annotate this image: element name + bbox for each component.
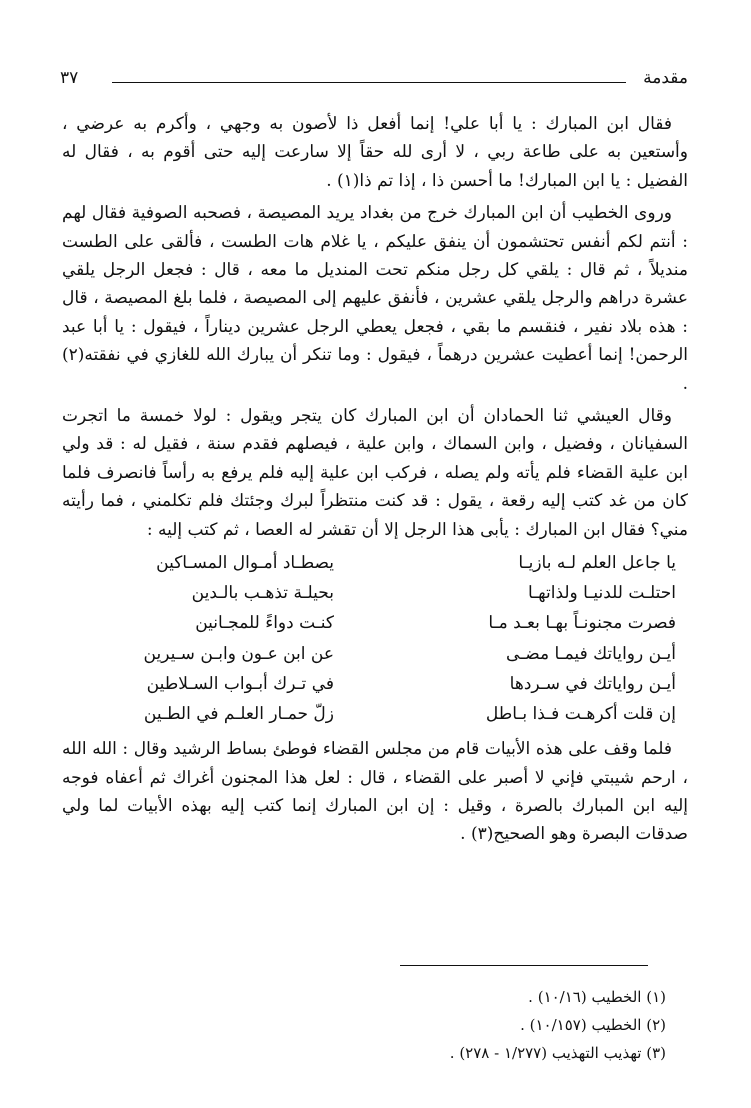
verse-first-hemistich: إن قلت أكرهـت فـذا بـاطل xyxy=(485,704,676,725)
verse-line xyxy=(62,548,688,578)
verse-line xyxy=(62,669,688,699)
verse-first-hemistich: أيـن رواياتك فيمـا مضـى xyxy=(506,643,676,664)
footnote-3: (٣) تهذيب التهذيب (١/٢٧٧ - ٢٧٨) . xyxy=(449,1044,666,1062)
verse-second-hemistich: عن ابن عـون وابـن سـيرين xyxy=(143,643,334,664)
verse-first-hemistich: يا جاعل العلم لـه بازيـا xyxy=(518,553,676,574)
verse-first-hemistich: احتلـت للدنيـا ولذاتهـا xyxy=(528,583,676,604)
verse-second-hemistich: بحيلـة تذهـب بالـدين xyxy=(191,583,334,604)
verse-second-hemistich: في تـرك أبـواب السـلاطين xyxy=(146,673,334,694)
paragraph-2: وروى الخطيب أن ابن المبارك خرج من بغداد يريد المصيصة ، فصحبه الصوفية فقال لهم : أنتم لكم أنفس تحتشمون أن ينفق عليكم ، يا غلام هات الطست ، فألقى على الطست منديلاً ، ثم قال : يلقي كل رجل منكم تحت المنديل ما معه ، قال : فجعل الرجل يلقي عشرة دراهم والرجل يلقي عشرين ، فأنفق عليهم إلى المصيصة ، فلما بلغ المصيصة ، قال : هذه بلاد نفير ، فنقسم ما بقي ، فجعل يعطي الرجل عشرين ديناراً ، فيقول : يا أبا عبد الرحمن! إنما أعطيت عشرين درهماً ، فيقول : وما تنكر أن يبارك الله للغازي في نفقته(٢) . xyxy=(62,203,688,394)
verse-line xyxy=(62,608,688,638)
chapter-title: مقدمة xyxy=(643,68,688,88)
verse-second-hemistich: زلّ حمـار العلـم في الطـين xyxy=(143,704,334,725)
paragraph-4: فلما وقف على هذه الأبيات قام من مجلس القضاء فوطئ بساط الرشيد وقال : الله الله ، ارحم شيبتي فإني لا أصبر على القضاء ، قال : لعل هذا المجنون أغراك ثم أعفاه فوجه إليه ابن المبارك بالصرة ، وقيل : إن ابن المبارك إنما كتب إليه بهذه الأبيات لما ولي صدقات البصرة وهو الصحيح(٣) . xyxy=(62,739,688,845)
paragraph-1: فقال ابن المبارك : يا أبا علي! إنما أفعل ذا لأصون به وجهي ، وأكرم به عرضي ، وأستعين به على طاعة ربي ، لا أرى لله حقاً إلا سارعت إليه حتى أقوم به ، فقال له الفضيل : يا ابن المبارك! ما أحسن ذا ، إذا تم ذا(١) . xyxy=(62,114,688,191)
verse-line xyxy=(62,578,688,608)
verse-line xyxy=(62,699,688,729)
verse-second-hemistich: يصطـاد أمـوال المسـاكين xyxy=(156,553,334,574)
footnotes xyxy=(62,983,688,1067)
page-number: ٣٧ xyxy=(60,68,79,88)
verse-first-hemistich: فصرت مجنونـاً بهـا بعـد مـا xyxy=(488,613,676,634)
header-rule xyxy=(112,82,626,83)
verse-line xyxy=(62,639,688,669)
paragraph-3: وقال العيشي ثنا الحمادان أن ابن المبارك كان يتجر ويقول : لولا خمسة ما اتجرت السفيانان ، وفضيل ، وابن السماك ، وابن علية ، فيصلهم فقدم سنة ، فقيل له : قد ولي ابن علية القضاء فلم يأته ولم يصله ، فركب ابن علية إليه فلم يرفع به رأساً فانصرف فلما كان من غد كتب إليه رقعة ، يقول : قد كنت منتظراً لبرك وجئتك فلم تكلمني ، فما رأيته مني؟ فقال ابن المبارك : يأبى هذا الرجل إلا أن تقشر له العصا ، ثم كتب إليه : xyxy=(62,406,688,540)
poem xyxy=(62,548,688,729)
running-header xyxy=(60,68,688,92)
page-body xyxy=(62,110,688,853)
footnote-2: (٢) الخطيب (١٠/١٥٧) . xyxy=(520,1016,666,1034)
verse-first-hemistich: أيـن رواياتك في سـردها xyxy=(509,673,676,694)
footnote-rule xyxy=(400,965,648,966)
verse-second-hemistich: كنـت دواءً للمجـانين xyxy=(195,613,334,634)
footnote-1: (١) الخطيب (١٠/١٦) . xyxy=(528,988,666,1006)
